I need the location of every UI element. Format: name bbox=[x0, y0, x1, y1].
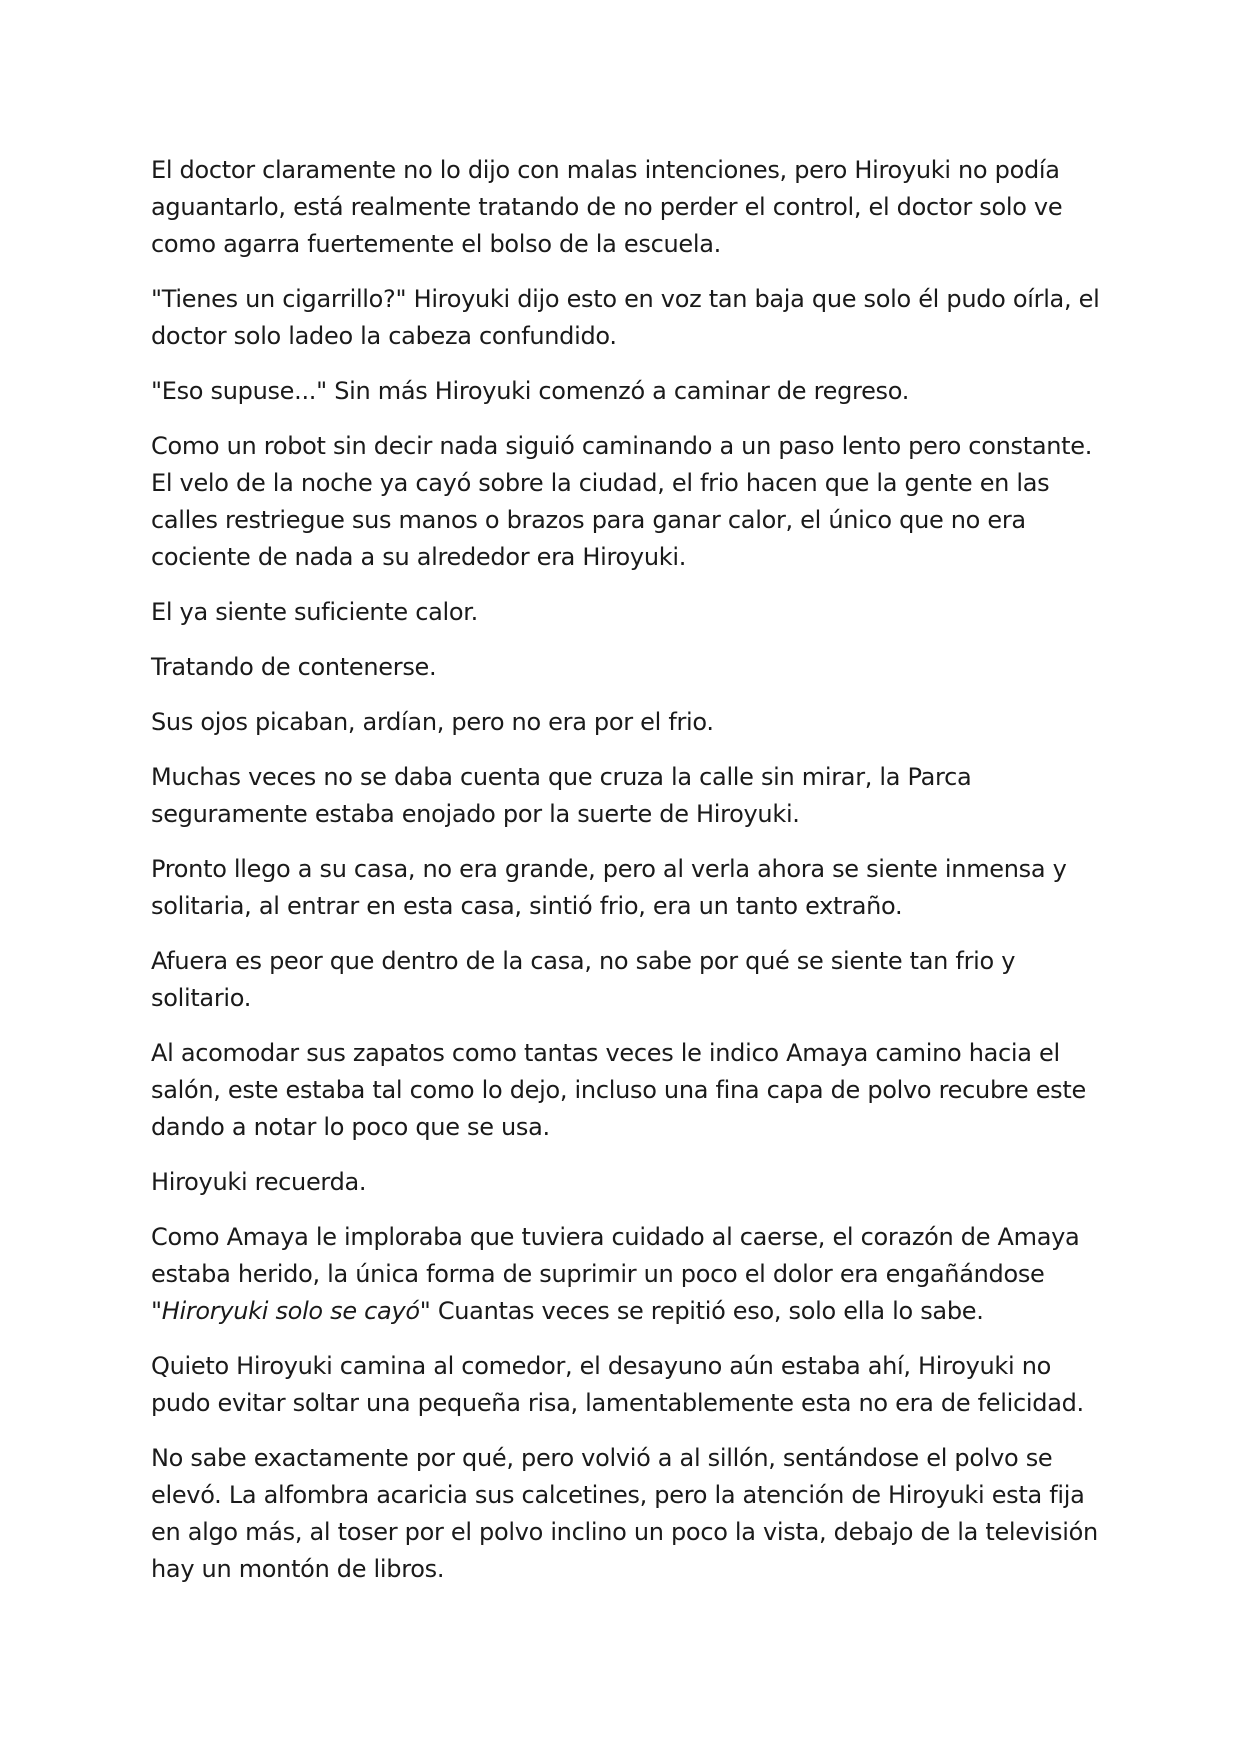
paragraph: Quieto Hiroyuki camina al comedor, el desayuno aún estaba ahí, Hiroyuki no pudo evitar soltar una pequeña risa, lamentablemente esta no era de felicidad. bbox=[151, 1352, 1084, 1417]
paragraph: Como un robot sin decir nada siguió caminando a un paso lento pero constante. El velo de la noche ya cayó sobre la ciudad, el frio hacen que la gente en las calles restriegue sus manos o brazos para ganar calor, el único que no era cociente de nada a su alrededor era Hiroyuki. bbox=[151, 432, 1093, 571]
paragraph: Al acomodar sus zapatos como tantas veces le indico Amaya camino hacia el salón, este estaba tal como lo dejo, incluso una fina capa de polvo recubre este dando a notar lo poco que se usa. bbox=[151, 1039, 1086, 1141]
paragraph-with-italic bbox=[151, 1219, 1101, 1330]
italic-quote: "Hiroryuki solo se cayó" bbox=[151, 1297, 431, 1325]
paragraph: No sabe exactamente por qué, pero volvió a al sillón, sentándose el polvo se elevó. La alfombra acaricia sus calcetines, pero la atención de Hiroyuki esta fija en algo más, al toser por el polvo inclino un poco la vista, debajo de la televisión hay un montón de libros. bbox=[151, 1444, 1098, 1583]
paragraph: Sus ojos picaban, ardían, pero no era por el frio. bbox=[151, 708, 714, 736]
paragraph: Afuera es peor que dentro de la casa, no sabe por qué se siente tan frio y solitario. bbox=[151, 947, 1016, 1012]
paragraph: Tratando de contenerse. bbox=[151, 653, 437, 681]
paragraph: "Tienes un cigarrillo?" Hiroyuki dijo esto en voz tan baja que solo él pudo oírla, el doctor solo ladeo la cabeza confundido. bbox=[151, 285, 1100, 350]
paragraph-text: Como Amaya le imploraba que tuviera cuidado al caerse, el corazón de Amaya estaba herido, la única forma de suprimir un poco el dolor era engañándose bbox=[151, 1223, 1080, 1288]
paragraph: "Eso supuse..." Sin más Hiroyuki comenzó a caminar de regreso. bbox=[151, 377, 910, 405]
paragraph: Muchas veces no se daba cuenta que cruza la calle sin mirar, la Parca seguramente estaba enojado por la suerte de Hiroyuki. bbox=[151, 763, 972, 828]
paragraph: Pronto llego a su casa, no era grande, pero al verla ahora se siente inmensa y solitaria, al entrar en esta casa, sintió frio, era un tanto extraño. bbox=[151, 855, 1067, 920]
paragraph: El doctor claramente no lo dijo con malas intenciones, pero Hiroyuki no podía aguantarlo, está realmente tratando de no perder el control, el doctor solo ve como agarra fuertemente el bolso de la escuela. bbox=[151, 156, 1063, 258]
paragraph: Hiroyuki recuerda. bbox=[151, 1168, 367, 1196]
document-page bbox=[151, 152, 1101, 1606]
paragraph: El ya siente suficiente calor. bbox=[151, 598, 478, 626]
paragraph-text: Cuantas veces se repitió eso, solo ella lo sabe. bbox=[430, 1297, 984, 1325]
